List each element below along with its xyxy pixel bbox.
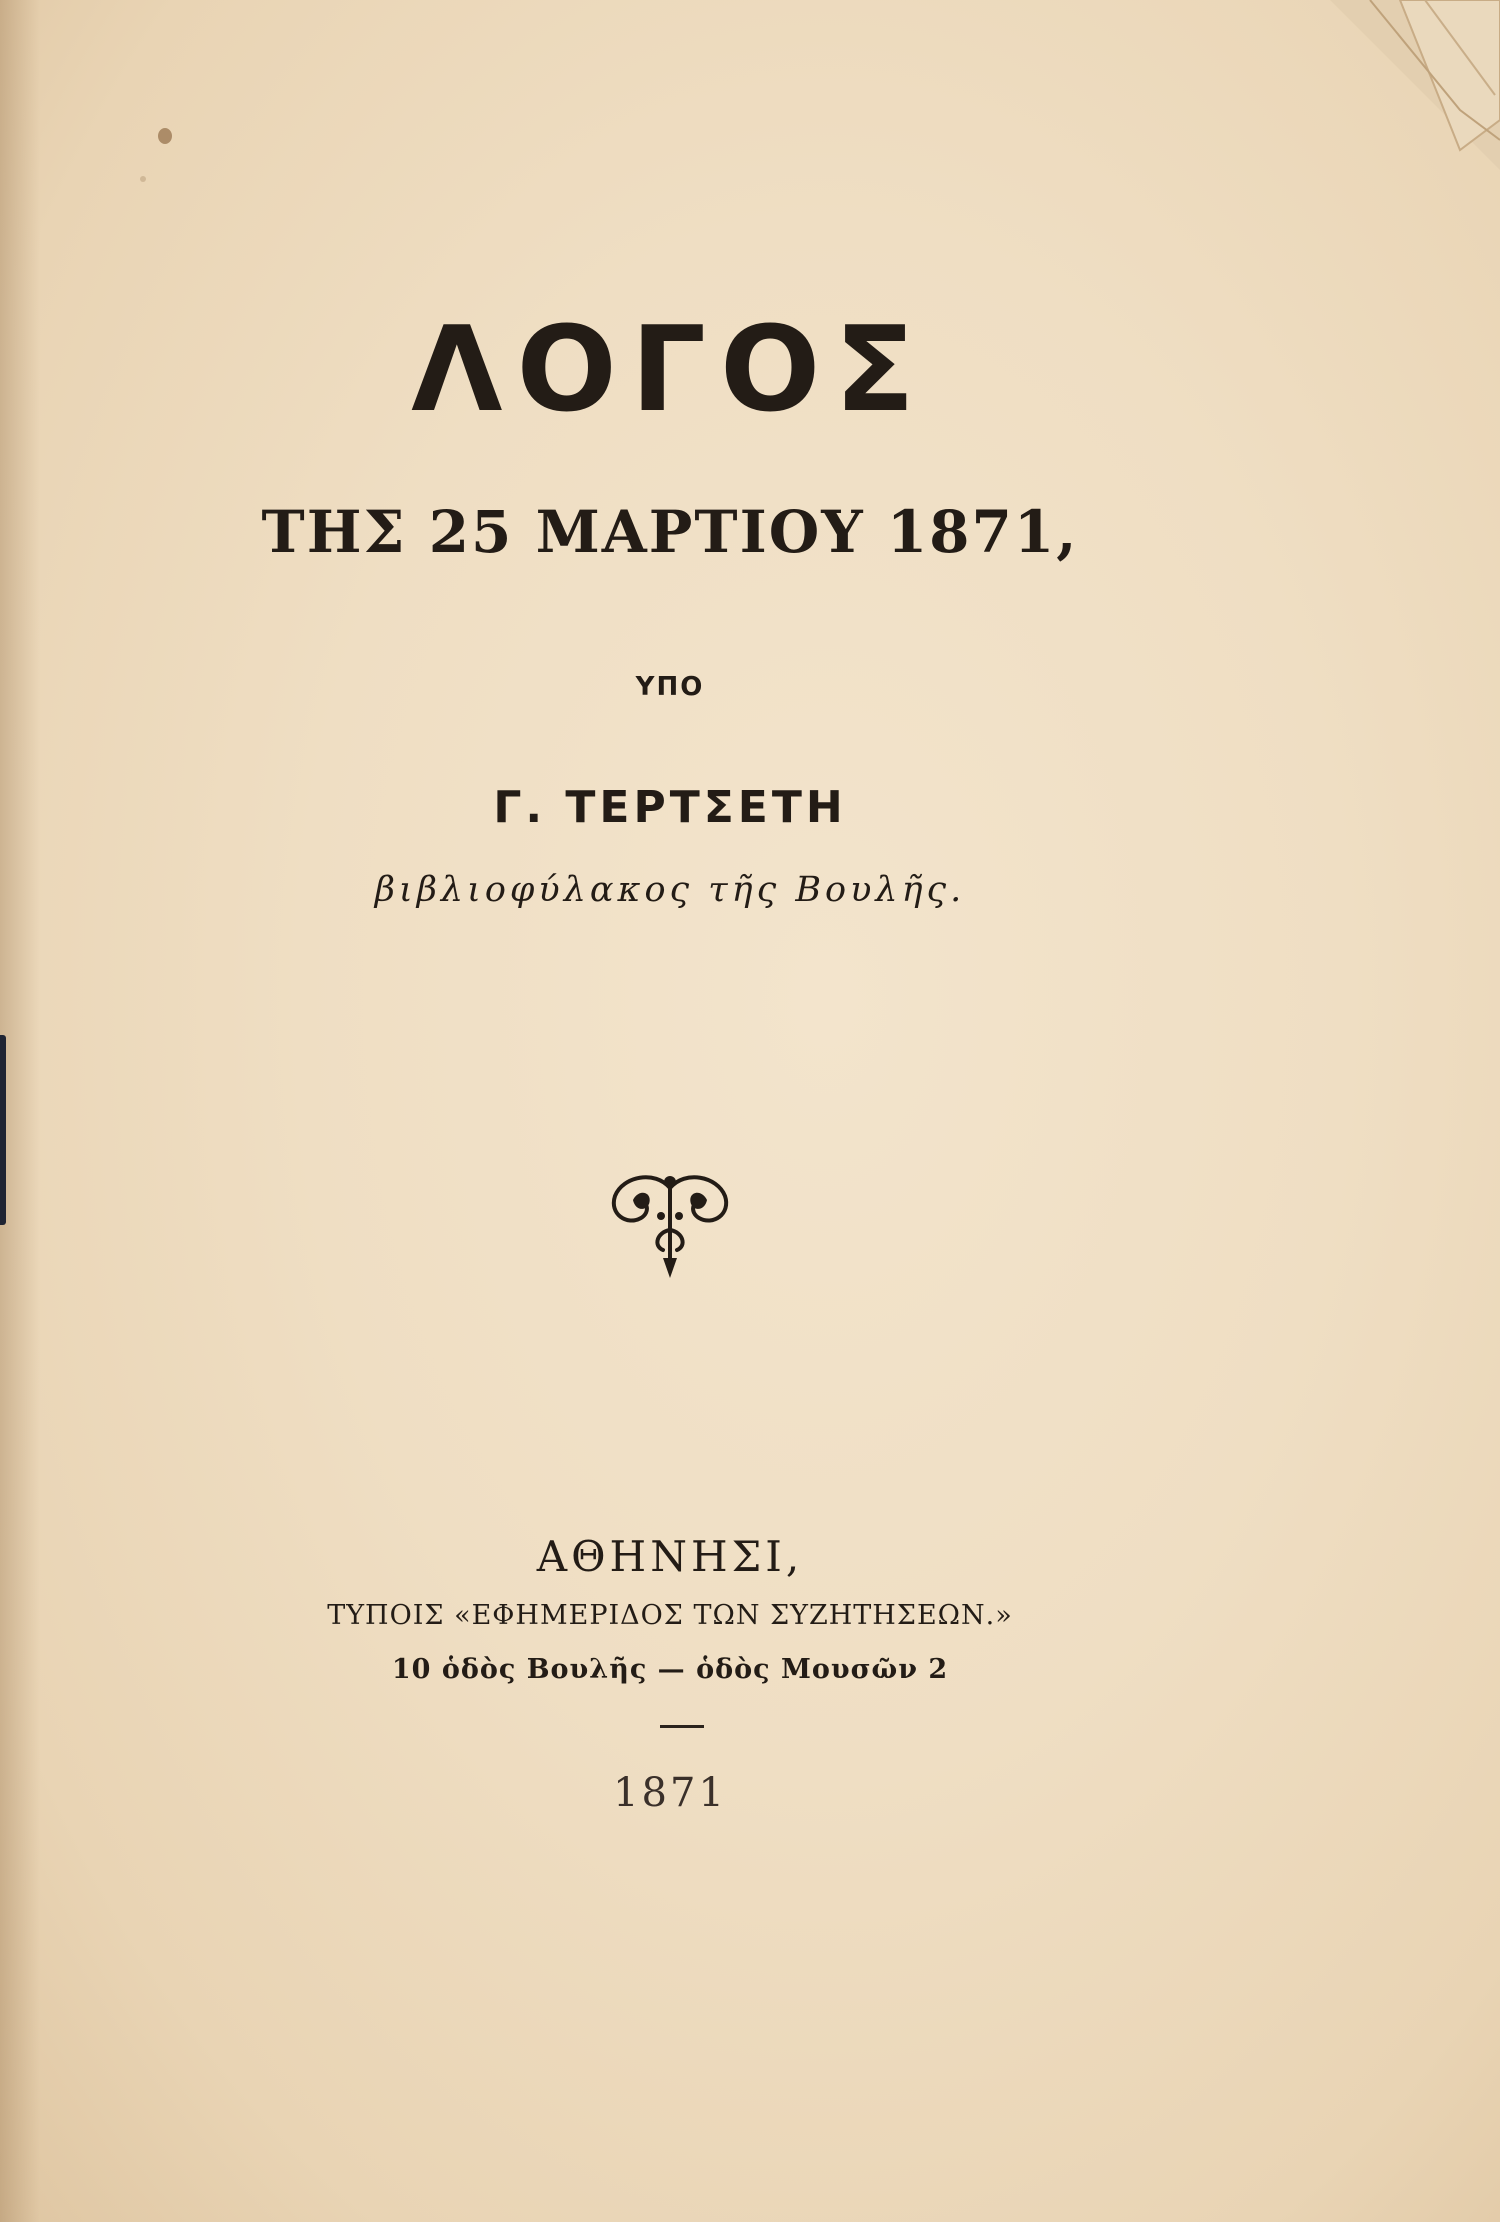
by-label: ΥΠΟ — [635, 672, 705, 702]
page-title: ΛΟΓΟΣ — [411, 300, 929, 438]
folded-corner — [1330, 0, 1500, 170]
divider-rule — [660, 1725, 704, 1728]
author-role: βιβλιοφύλακος τῆς Βουλῆς. — [374, 870, 966, 910]
floral-fleuron-icon — [605, 1170, 735, 1280]
subtitle-date: ΤΗΣ 25 ΜΑΡΤΙΟΥ 1871, — [261, 498, 1079, 566]
imprint-press: ΤΥΠΟΙΣ «ΕΦΗΜΕΡΙΔΟΣ ΤΩΝ ΣΥΖΗΤΗΣΕΩΝ.» — [327, 1600, 1013, 1631]
imprint-address: 10 ὁδὸς Βουλῆς — ὁδὸς Μουσῶν 2 — [391, 1654, 949, 1685]
imprint-year: 1871 — [613, 1770, 727, 1816]
foxing-spot — [140, 176, 146, 182]
imprint-place: ΑΘΗΝΗΣΙ, — [536, 1532, 804, 1581]
foxing-spot — [158, 128, 172, 144]
author-name: Γ. ΤΕΡΤΣΕΤΗ — [493, 782, 847, 833]
binding-thread — [0, 1035, 6, 1225]
